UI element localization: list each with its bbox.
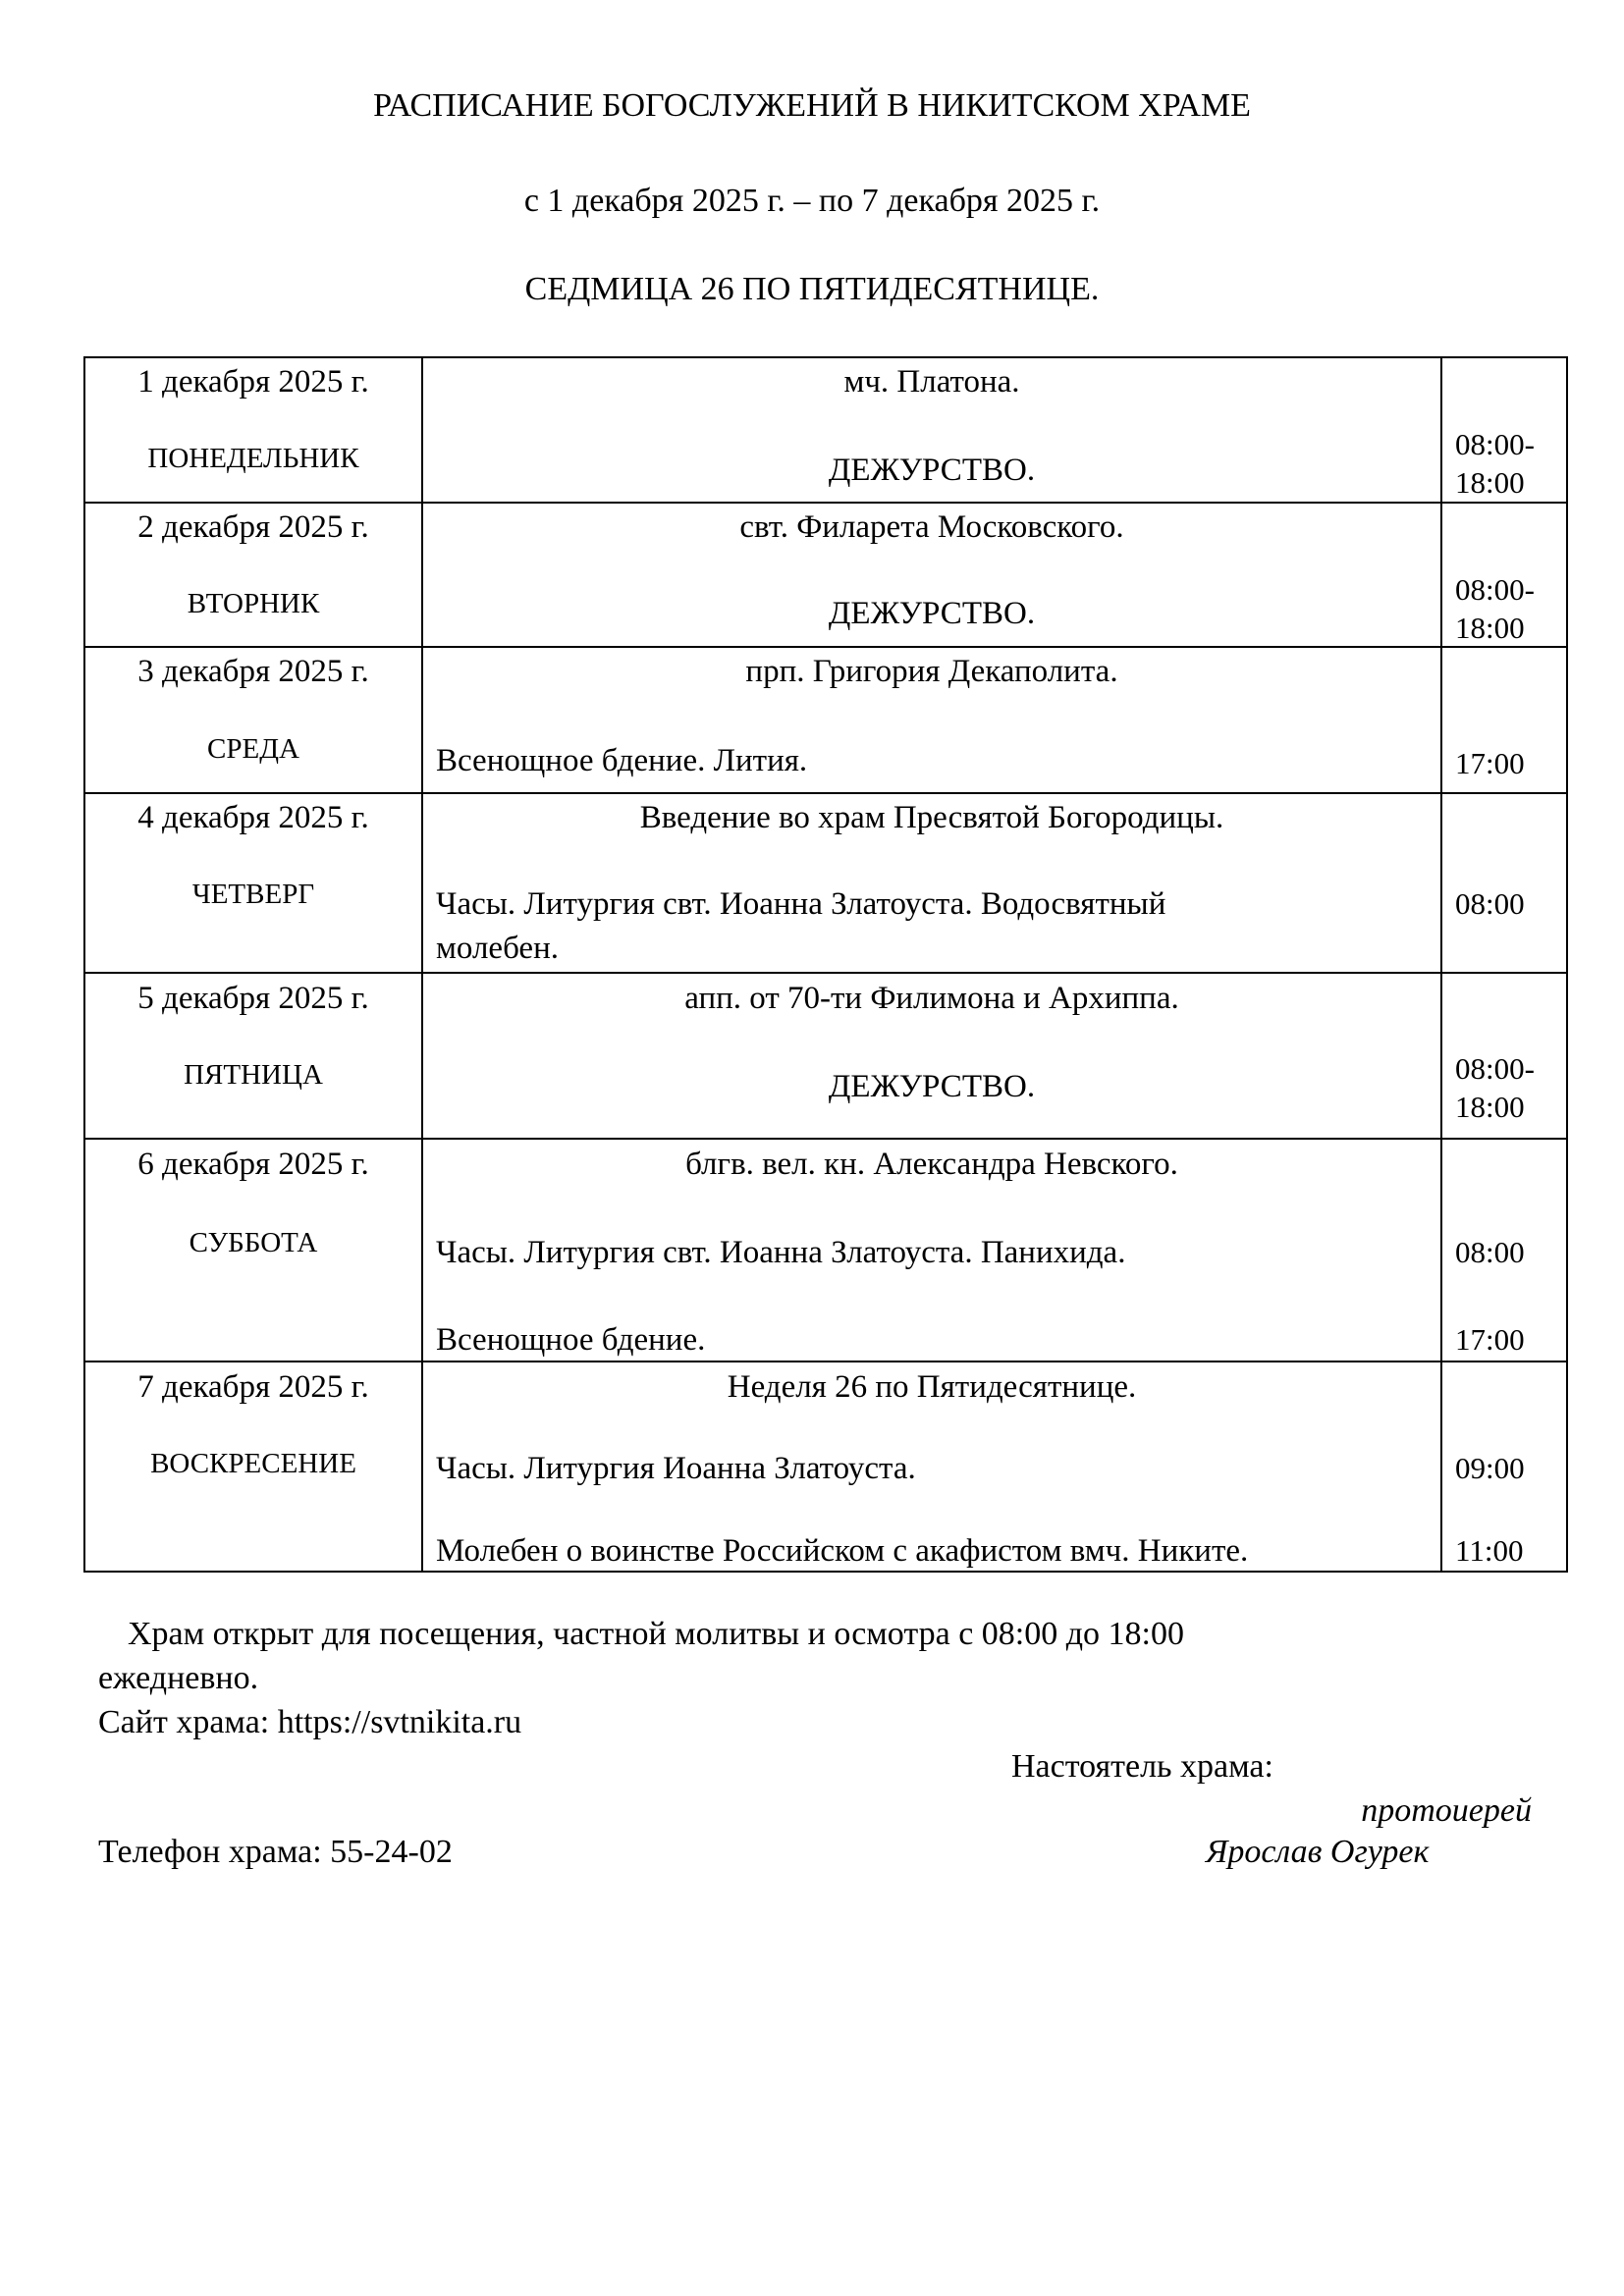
date: 7 декабря 2025 г. (137, 1369, 369, 1405)
time: 17:00 (1455, 746, 1525, 780)
table-row (83, 974, 1568, 1140)
time: 08:00 (1455, 886, 1525, 921)
weekday: ПЯТНИЦА (184, 1059, 323, 1091)
time: 08:00 (1455, 1235, 1525, 1269)
website: Сайт храма: https://svtnikita.ru (98, 1704, 522, 1740)
service: Часы. Литургия свт. Иоанна Златоуста. Панихида. (436, 1235, 1126, 1270)
date-range: с 1 декабря 2025 г. – по 7 декабря 2025 г. (523, 183, 1101, 219)
time: 08:00- (1455, 572, 1535, 607)
table-row (83, 504, 1568, 648)
date: 6 декабря 2025 г. (137, 1147, 369, 1182)
weekday: СРЕДА (207, 733, 299, 765)
date: 5 декабря 2025 г. (137, 981, 369, 1016)
feast: апп. от 70-ти Филимона и Архиппа. (684, 981, 1179, 1016)
weekday: ЧЕТВЕРГ (191, 879, 315, 910)
rector-label: Настоятель храма: (1011, 1748, 1273, 1785)
service: Молебен о воинстве Российском с акафистом вмч. Никите. (436, 1533, 1249, 1569)
time: 18:00 (1455, 465, 1525, 500)
rector-rank: протоиерей (1361, 1792, 1532, 1829)
time: 17:00 (1455, 1322, 1525, 1357)
time: 09:00 (1455, 1451, 1525, 1485)
table-row (83, 358, 1568, 504)
opening-hours: Храм открыт для посещения, частной молитвы и осмотра с 08:00 до 18:00 (128, 1616, 1184, 1652)
service: Всенощное бдение. Лития. (436, 743, 808, 778)
service: Всенощное бдение. (436, 1322, 706, 1358)
service: ДЕЖУРСТВО. (828, 596, 1036, 631)
schedule-table (83, 356, 1568, 1573)
time: 18:00 (1455, 611, 1525, 645)
phone: Телефон храма: 55-24-02 (98, 1834, 453, 1870)
feast: свт. Филарета Московского. (739, 509, 1124, 545)
opening-hours-cont: ежедневно. (98, 1660, 259, 1696)
page-title: РАСПИСАНИЕ БОГОСЛУЖЕНИЙ В НИКИТСКОМ ХРАМЕ (373, 87, 1251, 124)
time: 08:00- (1455, 427, 1535, 461)
week-title: СЕДМИЦА 26 ПО ПЯТИДЕСЯТНИЦЕ. (524, 271, 1100, 307)
feast: Введение во храм Пресвятой Богородицы. (639, 800, 1224, 835)
weekday: ПОНЕДЕЛЬНИК (147, 443, 359, 474)
weekday: ВТОРНИК (187, 588, 320, 619)
service: Часы. Литургия свт. Иоанна Златоуста. Водосвятный (436, 886, 1166, 922)
date: 2 декабря 2025 г. (137, 509, 369, 545)
table-row (83, 1140, 1568, 1362)
date: 1 декабря 2025 г. (137, 364, 369, 400)
time: 11:00 (1455, 1533, 1524, 1568)
service: ДЕЖУРСТВО. (828, 1069, 1036, 1104)
feast: прп. Григория Декаполита. (745, 654, 1118, 689)
service: Часы. Литургия Иоанна Златоуста. (436, 1451, 916, 1486)
table-row (83, 794, 1568, 974)
table-row (83, 648, 1568, 794)
date: 3 декабря 2025 г. (137, 654, 369, 689)
time: 18:00 (1455, 1090, 1525, 1124)
table-row (83, 1362, 1568, 1573)
feast: Неделя 26 по Пятидесятнице. (727, 1369, 1137, 1405)
service: ДЕЖУРСТВО. (828, 453, 1036, 488)
time: 08:00- (1455, 1051, 1535, 1086)
feast: блгв. вел. кн. Александра Невского. (685, 1147, 1178, 1182)
service: молебен. (436, 931, 559, 966)
weekday: СУББОТА (189, 1227, 318, 1258)
feast: мч. Платона. (843, 364, 1020, 400)
rector-name: Ярослав Огурек (1206, 1834, 1430, 1870)
weekday: ВОСКРЕСЕНИЕ (150, 1448, 356, 1479)
date: 4 декабря 2025 г. (137, 800, 369, 835)
